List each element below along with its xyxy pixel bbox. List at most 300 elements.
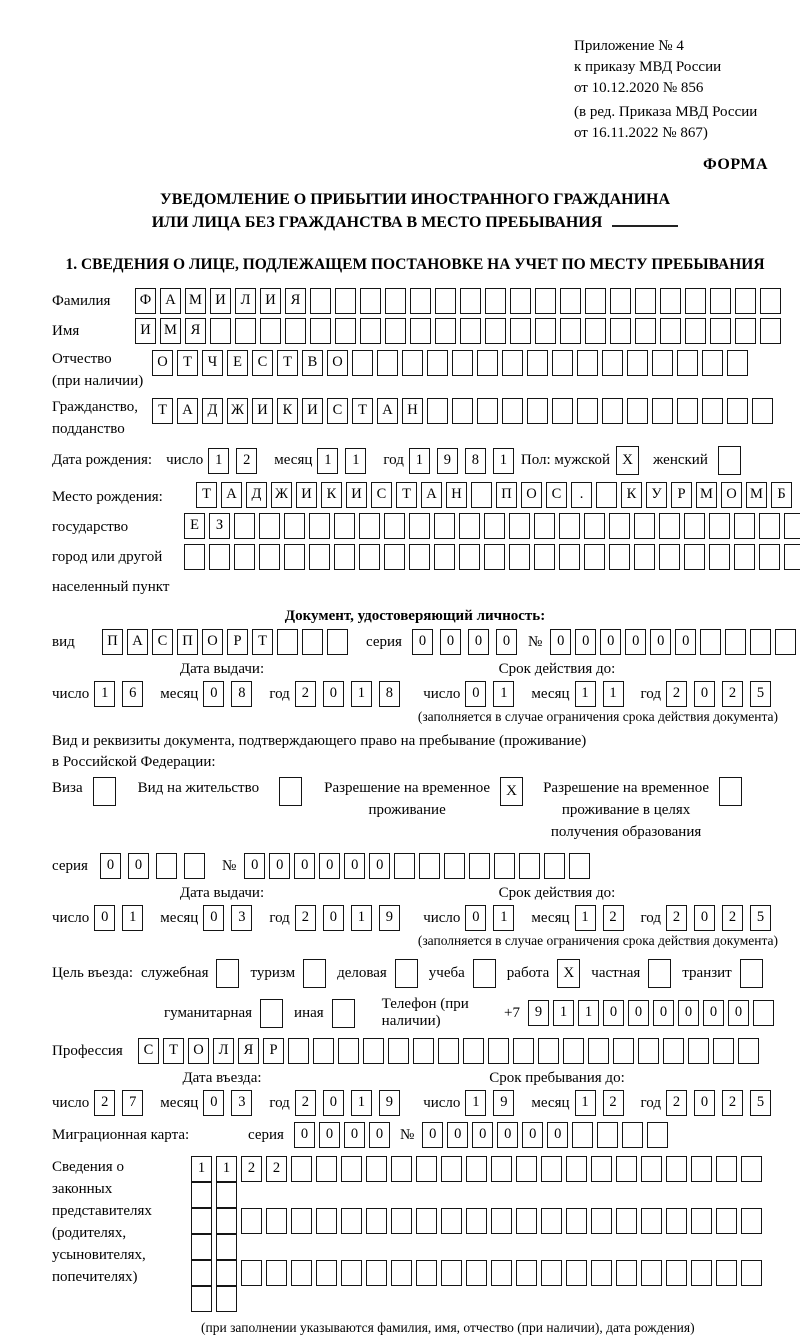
char-box[interactable] (334, 544, 355, 570)
char-box[interactable] (291, 1208, 312, 1234)
char-box[interactable] (313, 1038, 334, 1064)
char-box[interactable] (784, 513, 800, 539)
char-box[interactable]: 1 (553, 1000, 574, 1026)
char-box[interactable] (191, 1182, 212, 1208)
char-box[interactable] (427, 350, 448, 376)
char-box[interactable]: П (177, 629, 198, 655)
char-box[interactable] (410, 318, 431, 344)
char-box[interactable] (385, 318, 406, 344)
sex-female-checkbox[interactable] (718, 446, 741, 475)
char-box[interactable]: 9 (437, 448, 458, 474)
char-box[interactable]: А (177, 398, 198, 424)
char-box[interactable]: П (496, 482, 517, 508)
char-box[interactable] (359, 544, 380, 570)
char-box[interactable]: Т (196, 482, 217, 508)
char-box[interactable] (527, 398, 548, 424)
char-box[interactable]: Е (184, 513, 205, 539)
char-box[interactable] (394, 853, 415, 879)
char-box[interactable] (677, 350, 698, 376)
char-box[interactable] (734, 513, 755, 539)
char-box[interactable] (741, 1208, 762, 1234)
char-box[interactable]: 9 (379, 905, 400, 931)
char-box[interactable] (659, 544, 680, 570)
char-box[interactable]: 2 (295, 681, 316, 707)
char-box[interactable]: 0 (94, 905, 115, 931)
char-box[interactable]: А (421, 482, 442, 508)
char-box[interactable]: М (696, 482, 717, 508)
char-box[interactable]: 1 (317, 448, 338, 474)
char-box[interactable] (191, 1260, 212, 1286)
char-box[interactable]: 0 (369, 853, 390, 879)
char-box[interactable] (210, 318, 231, 344)
char-box[interactable] (327, 629, 348, 655)
char-box[interactable] (535, 288, 556, 314)
char-box[interactable] (716, 1260, 737, 1286)
char-box[interactable]: А (221, 482, 242, 508)
char-box[interactable]: О (521, 482, 542, 508)
char-box[interactable] (419, 853, 440, 879)
purpose-option-checkbox[interactable] (740, 959, 763, 988)
char-box[interactable] (416, 1156, 437, 1182)
char-box[interactable]: Д (246, 482, 267, 508)
char-box[interactable] (560, 288, 581, 314)
char-box[interactable] (513, 1038, 534, 1064)
char-box[interactable]: 8 (465, 448, 486, 474)
char-box[interactable] (591, 1260, 612, 1286)
char-box[interactable] (659, 513, 680, 539)
char-box[interactable] (577, 398, 598, 424)
char-box[interactable] (709, 513, 730, 539)
char-box[interactable] (591, 1156, 612, 1182)
char-box[interactable]: 1 (578, 1000, 599, 1026)
char-box[interactable] (652, 350, 673, 376)
char-box[interactable] (463, 1038, 484, 1064)
char-box[interactable]: С (371, 482, 392, 508)
char-box[interactable] (209, 544, 230, 570)
char-box[interactable] (759, 513, 780, 539)
char-box[interactable] (638, 1038, 659, 1064)
char-box[interactable]: 5 (750, 681, 771, 707)
char-box[interactable]: 0 (440, 629, 461, 655)
char-box[interactable]: А (160, 288, 181, 314)
char-box[interactable] (566, 1260, 587, 1286)
char-box[interactable]: Р (263, 1038, 284, 1064)
char-box[interactable] (609, 544, 630, 570)
char-box[interactable]: 2 (241, 1156, 262, 1182)
char-box[interactable] (688, 1038, 709, 1064)
char-box[interactable] (585, 318, 606, 344)
char-box[interactable] (641, 1156, 662, 1182)
char-box[interactable] (310, 288, 331, 314)
char-box[interactable] (284, 544, 305, 570)
char-box[interactable]: 0 (344, 1122, 365, 1148)
purpose-option-checkbox[interactable] (395, 959, 418, 988)
char-box[interactable]: 0 (465, 905, 486, 931)
char-box[interactable] (459, 544, 480, 570)
char-box[interactable]: 2 (722, 905, 743, 931)
char-box[interactable] (538, 1038, 559, 1064)
char-box[interactable] (316, 1156, 337, 1182)
char-box[interactable] (572, 1122, 593, 1148)
char-box[interactable] (616, 1156, 637, 1182)
char-box[interactable]: 0 (369, 1122, 390, 1148)
char-box[interactable] (310, 318, 331, 344)
char-box[interactable] (366, 1260, 387, 1286)
residence-permit-checkbox[interactable] (279, 777, 302, 806)
char-box[interactable] (527, 350, 548, 376)
char-box[interactable]: 1 (216, 1156, 237, 1182)
char-box[interactable] (710, 288, 731, 314)
char-box[interactable]: 3 (231, 905, 252, 931)
char-box[interactable]: Т (277, 350, 298, 376)
char-box[interactable] (385, 288, 406, 314)
char-box[interactable] (559, 513, 580, 539)
char-box[interactable] (309, 544, 330, 570)
char-box[interactable]: 0 (728, 1000, 749, 1026)
char-box[interactable]: С (546, 482, 567, 508)
char-box[interactable] (666, 1260, 687, 1286)
char-box[interactable]: 0 (465, 681, 486, 707)
char-box[interactable]: 0 (628, 1000, 649, 1026)
char-box[interactable]: 2 (603, 905, 624, 931)
char-box[interactable] (260, 318, 281, 344)
char-box[interactable] (460, 318, 481, 344)
char-box[interactable] (666, 1156, 687, 1182)
char-box[interactable] (427, 398, 448, 424)
char-box[interactable] (360, 288, 381, 314)
char-box[interactable]: Р (671, 482, 692, 508)
char-box[interactable] (752, 398, 773, 424)
char-box[interactable] (552, 350, 573, 376)
char-box[interactable] (591, 1208, 612, 1234)
char-box[interactable] (541, 1156, 562, 1182)
char-box[interactable] (616, 1260, 637, 1286)
char-box[interactable]: И (252, 398, 273, 424)
char-box[interactable] (452, 398, 473, 424)
char-box[interactable]: Т (352, 398, 373, 424)
char-box[interactable] (684, 513, 705, 539)
char-box[interactable] (341, 1156, 362, 1182)
char-box[interactable] (535, 318, 556, 344)
char-box[interactable] (635, 288, 656, 314)
char-box[interactable]: 0 (344, 853, 365, 879)
char-box[interactable]: 2 (666, 905, 687, 931)
char-box[interactable]: О (202, 629, 223, 655)
char-box[interactable] (441, 1156, 462, 1182)
char-box[interactable]: Т (177, 350, 198, 376)
temp-residence-edu-checkbox[interactable] (719, 777, 742, 806)
char-box[interactable] (471, 482, 492, 508)
purpose-option-checkbox[interactable] (216, 959, 239, 988)
char-box[interactable] (384, 544, 405, 570)
char-box[interactable]: 0 (294, 1122, 315, 1148)
char-box[interactable] (660, 288, 681, 314)
char-box[interactable]: О (152, 350, 173, 376)
char-box[interactable] (663, 1038, 684, 1064)
char-box[interactable]: 2 (266, 1156, 287, 1182)
char-box[interactable]: К (621, 482, 642, 508)
char-box[interactable] (438, 1038, 459, 1064)
char-box[interactable]: И (135, 318, 156, 344)
char-box[interactable]: 0 (412, 629, 433, 655)
char-box[interactable] (760, 288, 781, 314)
char-box[interactable]: 9 (528, 1000, 549, 1026)
char-box[interactable]: 0 (323, 905, 344, 931)
sex-male-checkbox[interactable]: X (616, 446, 639, 475)
char-box[interactable]: 1 (575, 1090, 596, 1116)
char-box[interactable] (309, 513, 330, 539)
char-box[interactable] (391, 1208, 412, 1234)
char-box[interactable]: 0 (694, 905, 715, 931)
char-box[interactable] (352, 350, 373, 376)
char-box[interactable]: М (160, 318, 181, 344)
char-box[interactable] (569, 853, 590, 879)
char-box[interactable] (700, 629, 721, 655)
char-box[interactable]: Я (238, 1038, 259, 1064)
char-box[interactable]: И (296, 482, 317, 508)
char-box[interactable] (510, 318, 531, 344)
char-box[interactable]: 1 (603, 681, 624, 707)
char-box[interactable] (234, 513, 255, 539)
char-box[interactable]: 1 (191, 1156, 212, 1182)
char-box[interactable] (484, 513, 505, 539)
char-box[interactable]: Я (185, 318, 206, 344)
char-box[interactable] (494, 853, 515, 879)
char-box[interactable] (616, 1208, 637, 1234)
char-box[interactable]: 1 (351, 681, 372, 707)
char-box[interactable] (727, 350, 748, 376)
char-box[interactable]: 7 (122, 1090, 143, 1116)
char-box[interactable] (596, 482, 617, 508)
char-box[interactable] (191, 1234, 212, 1260)
char-box[interactable]: 0 (678, 1000, 699, 1026)
char-box[interactable]: 0 (547, 1122, 568, 1148)
char-box[interactable] (741, 1156, 762, 1182)
char-box[interactable] (491, 1156, 512, 1182)
char-box[interactable] (216, 1182, 237, 1208)
char-box[interactable] (469, 853, 490, 879)
char-box[interactable]: 2 (722, 681, 743, 707)
char-box[interactable]: 8 (231, 681, 252, 707)
char-box[interactable]: У (646, 482, 667, 508)
char-box[interactable] (634, 544, 655, 570)
char-box[interactable] (602, 350, 623, 376)
char-box[interactable] (647, 1122, 668, 1148)
char-box[interactable]: 0 (703, 1000, 724, 1026)
char-box[interactable]: Л (235, 288, 256, 314)
char-box[interactable] (627, 398, 648, 424)
char-box[interactable]: 9 (493, 1090, 514, 1116)
char-box[interactable] (241, 1260, 262, 1286)
char-box[interactable] (184, 853, 205, 879)
char-box[interactable] (584, 544, 605, 570)
char-box[interactable] (363, 1038, 384, 1064)
char-box[interactable] (560, 318, 581, 344)
char-box[interactable]: 0 (522, 1122, 543, 1148)
char-box[interactable] (416, 1260, 437, 1286)
char-box[interactable] (685, 288, 706, 314)
char-box[interactable] (635, 318, 656, 344)
char-box[interactable] (735, 318, 756, 344)
char-box[interactable]: 0 (294, 853, 315, 879)
char-box[interactable]: 0 (694, 681, 715, 707)
char-box[interactable] (666, 1208, 687, 1234)
char-box[interactable] (509, 513, 530, 539)
char-box[interactable] (459, 513, 480, 539)
char-box[interactable] (359, 513, 380, 539)
char-box[interactable] (488, 1038, 509, 1064)
char-box[interactable]: 1 (94, 681, 115, 707)
char-box[interactable] (627, 350, 648, 376)
char-box[interactable] (391, 1156, 412, 1182)
char-box[interactable] (610, 318, 631, 344)
char-box[interactable] (366, 1156, 387, 1182)
char-box[interactable] (534, 544, 555, 570)
char-box[interactable] (602, 398, 623, 424)
char-box[interactable]: 8 (379, 681, 400, 707)
char-box[interactable]: Ч (202, 350, 223, 376)
char-box[interactable] (741, 1260, 762, 1286)
char-box[interactable]: О (721, 482, 742, 508)
char-box[interactable]: 0 (203, 1090, 224, 1116)
char-box[interactable] (727, 398, 748, 424)
char-box[interactable] (710, 318, 731, 344)
char-box[interactable] (338, 1038, 359, 1064)
char-box[interactable]: 1 (409, 448, 430, 474)
char-box[interactable] (413, 1038, 434, 1064)
char-box[interactable]: 0 (244, 853, 265, 879)
char-box[interactable]: 2 (236, 448, 257, 474)
char-box[interactable] (156, 853, 177, 879)
char-box[interactable] (477, 398, 498, 424)
char-box[interactable] (402, 350, 423, 376)
char-box[interactable] (509, 544, 530, 570)
char-box[interactable]: 1 (493, 448, 514, 474)
char-box[interactable] (291, 1156, 312, 1182)
char-box[interactable]: Т (163, 1038, 184, 1064)
char-box[interactable]: 0 (653, 1000, 674, 1026)
visa-checkbox[interactable] (93, 777, 116, 806)
char-box[interactable]: Е (227, 350, 248, 376)
char-box[interactable] (285, 318, 306, 344)
char-box[interactable]: 0 (625, 629, 646, 655)
char-box[interactable]: Н (446, 482, 467, 508)
char-box[interactable] (702, 350, 723, 376)
char-box[interactable] (552, 398, 573, 424)
char-box[interactable] (613, 1038, 634, 1064)
char-box[interactable] (609, 513, 630, 539)
char-box[interactable] (684, 544, 705, 570)
char-box[interactable] (241, 1208, 262, 1234)
char-box[interactable] (485, 318, 506, 344)
purpose-option-checkbox[interactable] (648, 959, 671, 988)
char-box[interactable]: П (102, 629, 123, 655)
char-box[interactable] (335, 318, 356, 344)
char-box[interactable]: Ф (135, 288, 156, 314)
char-box[interactable] (652, 398, 673, 424)
temp-residence-checkbox[interactable]: X (500, 777, 523, 806)
char-box[interactable] (434, 513, 455, 539)
char-box[interactable] (341, 1260, 362, 1286)
char-box[interactable] (491, 1208, 512, 1234)
char-box[interactable] (266, 1208, 287, 1234)
char-box[interactable] (725, 629, 746, 655)
char-box[interactable] (622, 1122, 643, 1148)
char-box[interactable] (753, 1000, 774, 1026)
char-box[interactable] (288, 1038, 309, 1064)
char-box[interactable] (519, 853, 540, 879)
char-box[interactable] (377, 350, 398, 376)
char-box[interactable] (485, 288, 506, 314)
char-box[interactable] (516, 1208, 537, 1234)
char-box[interactable] (563, 1038, 584, 1064)
char-box[interactable] (409, 513, 430, 539)
char-box[interactable]: Л (213, 1038, 234, 1064)
char-box[interactable]: 1 (575, 681, 596, 707)
purpose-option-checkbox[interactable] (332, 999, 355, 1028)
char-box[interactable] (409, 544, 430, 570)
char-box[interactable]: Ж (271, 482, 292, 508)
char-box[interactable] (444, 853, 465, 879)
char-box[interactable]: В (302, 350, 323, 376)
char-box[interactable]: 2 (722, 1090, 743, 1116)
char-box[interactable]: М (746, 482, 767, 508)
char-box[interactable] (610, 288, 631, 314)
char-box[interactable]: Ж (227, 398, 248, 424)
char-box[interactable]: Т (396, 482, 417, 508)
char-box[interactable] (441, 1208, 462, 1234)
char-box[interactable] (335, 288, 356, 314)
char-box[interactable]: 0 (447, 1122, 468, 1148)
char-box[interactable] (750, 629, 771, 655)
char-box[interactable] (584, 513, 605, 539)
char-box[interactable] (259, 513, 280, 539)
char-box[interactable]: 2 (295, 905, 316, 931)
char-box[interactable]: 2 (94, 1090, 115, 1116)
char-box[interactable]: 0 (323, 1090, 344, 1116)
char-box[interactable]: А (127, 629, 148, 655)
char-box[interactable]: А (377, 398, 398, 424)
char-box[interactable] (641, 1208, 662, 1234)
char-box[interactable] (266, 1260, 287, 1286)
char-box[interactable]: И (346, 482, 367, 508)
char-box[interactable]: Т (152, 398, 173, 424)
char-box[interactable]: 6 (122, 681, 143, 707)
char-box[interactable]: 0 (422, 1122, 443, 1148)
char-box[interactable] (302, 629, 323, 655)
char-box[interactable] (216, 1260, 237, 1286)
char-box[interactable] (435, 288, 456, 314)
char-box[interactable] (466, 1208, 487, 1234)
char-box[interactable] (566, 1208, 587, 1234)
char-box[interactable] (597, 1122, 618, 1148)
char-box[interactable]: 0 (675, 629, 696, 655)
char-box[interactable] (477, 350, 498, 376)
char-box[interactable] (577, 350, 598, 376)
char-box[interactable] (588, 1038, 609, 1064)
char-box[interactable]: 2 (666, 1090, 687, 1116)
char-box[interactable] (516, 1260, 537, 1286)
char-box[interactable]: С (138, 1038, 159, 1064)
char-box[interactable] (634, 513, 655, 539)
char-box[interactable] (216, 1234, 237, 1260)
char-box[interactable] (216, 1208, 237, 1234)
char-box[interactable] (388, 1038, 409, 1064)
char-box[interactable] (435, 318, 456, 344)
char-box[interactable] (691, 1208, 712, 1234)
char-box[interactable]: 5 (750, 905, 771, 931)
char-box[interactable]: 1 (493, 681, 514, 707)
